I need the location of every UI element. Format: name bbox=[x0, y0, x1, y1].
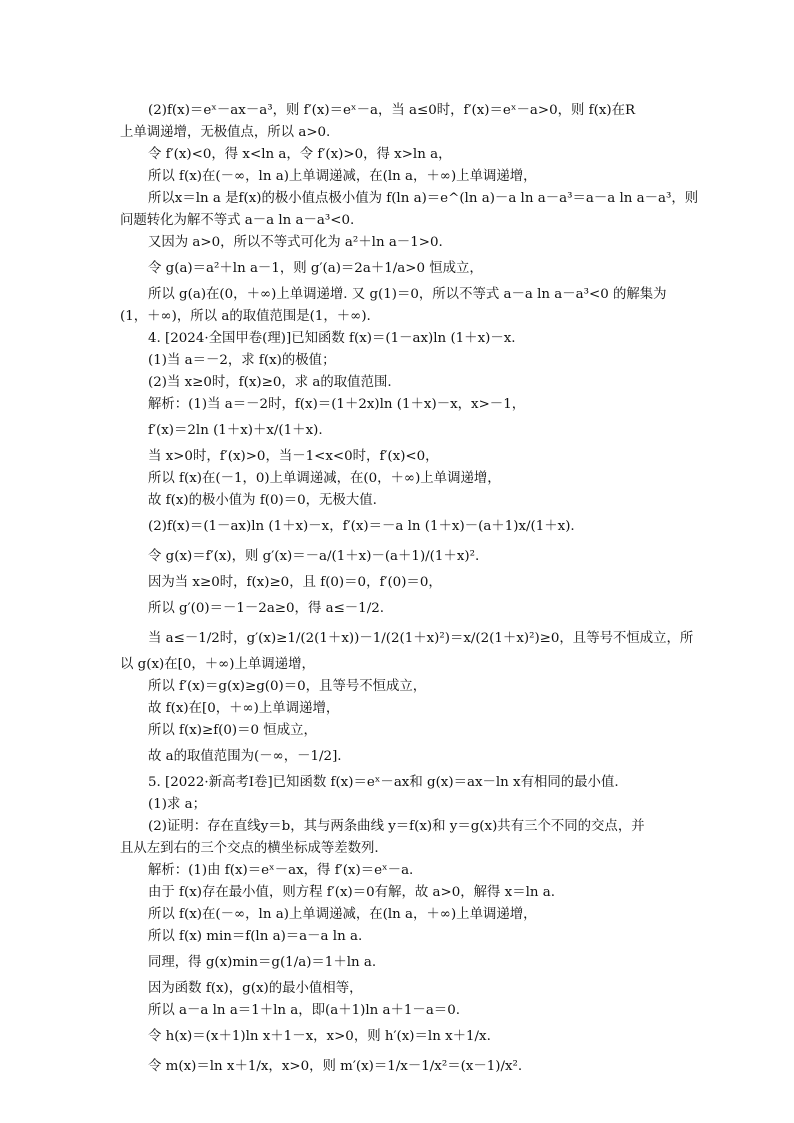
text-line: 所以 a－a ln a＝1＋ln a，即(a＋1)ln a＋1－a＝0. bbox=[148, 1003, 460, 1018]
text-line: (1，＋∞)，所以 a的取值范围是(1，＋∞). bbox=[120, 309, 371, 324]
text-line: 故 f(x)在[0，＋∞)上单调递增， bbox=[148, 701, 340, 716]
text-line: 所以 f(x)在(－∞，ln a)上单调递减，在(ln a，＋∞)上单调递增， bbox=[148, 907, 537, 922]
text-line: 令 f′(x)<0，得 x<ln a，令 f′(x)>0，得 x>ln a， bbox=[148, 147, 452, 162]
text-line: (2)f(x)＝(1－ax)ln (1＋x)－x，f′(x)＝－a ln (1＋x)－(a＋1)x/(1＋x). bbox=[148, 519, 575, 534]
text-line: 且从左到右的三个交点的横坐标成等差数列. bbox=[120, 841, 379, 856]
text-line: 以 g(x)在[0，＋∞)上单调递增， bbox=[120, 657, 315, 672]
text-line: 令 h(x)＝(x＋1)ln x＋1－x，x>0，则 h′(x)＝ln x＋1/x. bbox=[148, 1029, 491, 1044]
text-line: 解析：(1)当 a＝－2时，f(x)＝(1＋2x)ln (1＋x)－x，x>－1， bbox=[148, 397, 526, 412]
text-line: 所以 g′(0)＝－1－2a≥0，得 a≤－1/2. bbox=[148, 601, 384, 616]
text-line: 故 f(x)的极小值为 f(0)＝0，无极大值. bbox=[148, 493, 377, 508]
text-line: 所以 f(x)在(－∞，ln a)上单调递减，在(ln a，＋∞)上单调递增， bbox=[148, 169, 537, 184]
text-line: (2)当 x≥0时，f(x)≥0，求 a的取值范围. bbox=[148, 375, 392, 390]
text-line: 4. [2024·全国甲卷(理)]已知函数 f(x)＝(1－ax)ln (1＋x)－x. bbox=[148, 331, 516, 346]
text-line: 所以 f′(x)＝g(x)≥g(0)＝0，且等号不恒成立， bbox=[148, 679, 427, 694]
text-line: 解析：(1)由 f(x)＝eˣ－ax，得 f′(x)＝eˣ－a. bbox=[148, 863, 414, 878]
text-line: (2)f(x)＝eˣ－ax－a³，则 f′(x)＝eˣ－a，当 a≤0时，f′(x)＝eˣ－a>0，则 f(x)在R bbox=[148, 103, 636, 118]
text-line: (1)当 a＝－2，求 f(x)的极值； bbox=[148, 353, 336, 368]
text-line: 令 g(x)＝f′(x)，则 g′(x)＝－a/(1＋x)－(a＋1)/(1＋x)². bbox=[148, 549, 480, 564]
text-line: 由于 f(x)存在最小值，则方程 f′(x)＝0有解，故 a>0，解得 x＝ln a. bbox=[148, 885, 555, 900]
text-line: 又因为 a>0，所以不等式可化为 a²＋ln a－1>0. bbox=[148, 235, 443, 250]
text-line: 令 g(a)＝a²＋ln a－1，则 g′(a)＝2a＋1/a>0 恒成立， bbox=[148, 261, 483, 276]
text-line: 令 m(x)＝ln x＋1/x，x>0，则 m′(x)＝1/x－1/x²＝(x－1)/x². bbox=[148, 1059, 523, 1074]
text-line: 故 a的取值范围为(－∞，－1/2]. bbox=[148, 749, 342, 764]
text-line: (1)求 a； bbox=[148, 797, 206, 812]
text-line: 因为函数 f(x)，g(x)的最小值相等， bbox=[148, 981, 363, 996]
text-line: 所以x＝ln a 是f(x)的极小值点极小值为 f(ln a)＝e^(ln a)－a ln a－a³＝a－a ln a－a³，则 bbox=[148, 191, 699, 206]
text-line: 因为当 x≥0时，f(x)≥0，且 f(0)＝0，f′(0)＝0， bbox=[148, 575, 442, 590]
text-line: 所以 f(x)≥f(0)＝0 恒成立， bbox=[148, 723, 317, 738]
text-line: 上单调递增，无极值点，所以 a>0. bbox=[120, 125, 331, 140]
text-line: 所以 f(x) min＝f(ln a)＝a－a ln a. bbox=[148, 929, 363, 944]
text-line: 当 x>0时，f′(x)>0，当－1<x<0时，f′(x)<0， bbox=[148, 449, 439, 464]
text-line: 问题转化为解不等式 a－a ln a－a³<0. bbox=[120, 213, 355, 228]
text-line: (2)证明：存在直线y＝b，其与两条曲线 y＝f(x)和 y＝g(x)共有三个不同的交点，并 bbox=[148, 819, 645, 834]
text-line: f′(x)＝2ln (1＋x)＋x/(1＋x). bbox=[148, 423, 323, 438]
text-line: 所以 f(x)在(－1，0)上单调递减，在(0，＋∞)上单调递增， bbox=[148, 471, 501, 486]
text-line: 所以 g(a)在(0，＋∞)上单调递增. 又 g(1)＝0，所以不等式 a－a ln a－a³<0 的解集为 bbox=[148, 287, 667, 302]
text-line: 当 a≤－1/2时，g′(x)≥1/(2(1＋x))－1/(2(1＋x)²)＝x/(2(1＋x)²)≥0，且等号不恒成立，所 bbox=[148, 631, 694, 646]
text-line: 5. [2022·新高考Ⅰ卷]已知函数 f(x)＝eˣ－ax和 g(x)＝ax－ln x有相同的最小值. bbox=[148, 775, 619, 790]
text-line: 同理，得 g(x)min＝g(1/a)＝1＋ln a. bbox=[148, 955, 377, 970]
